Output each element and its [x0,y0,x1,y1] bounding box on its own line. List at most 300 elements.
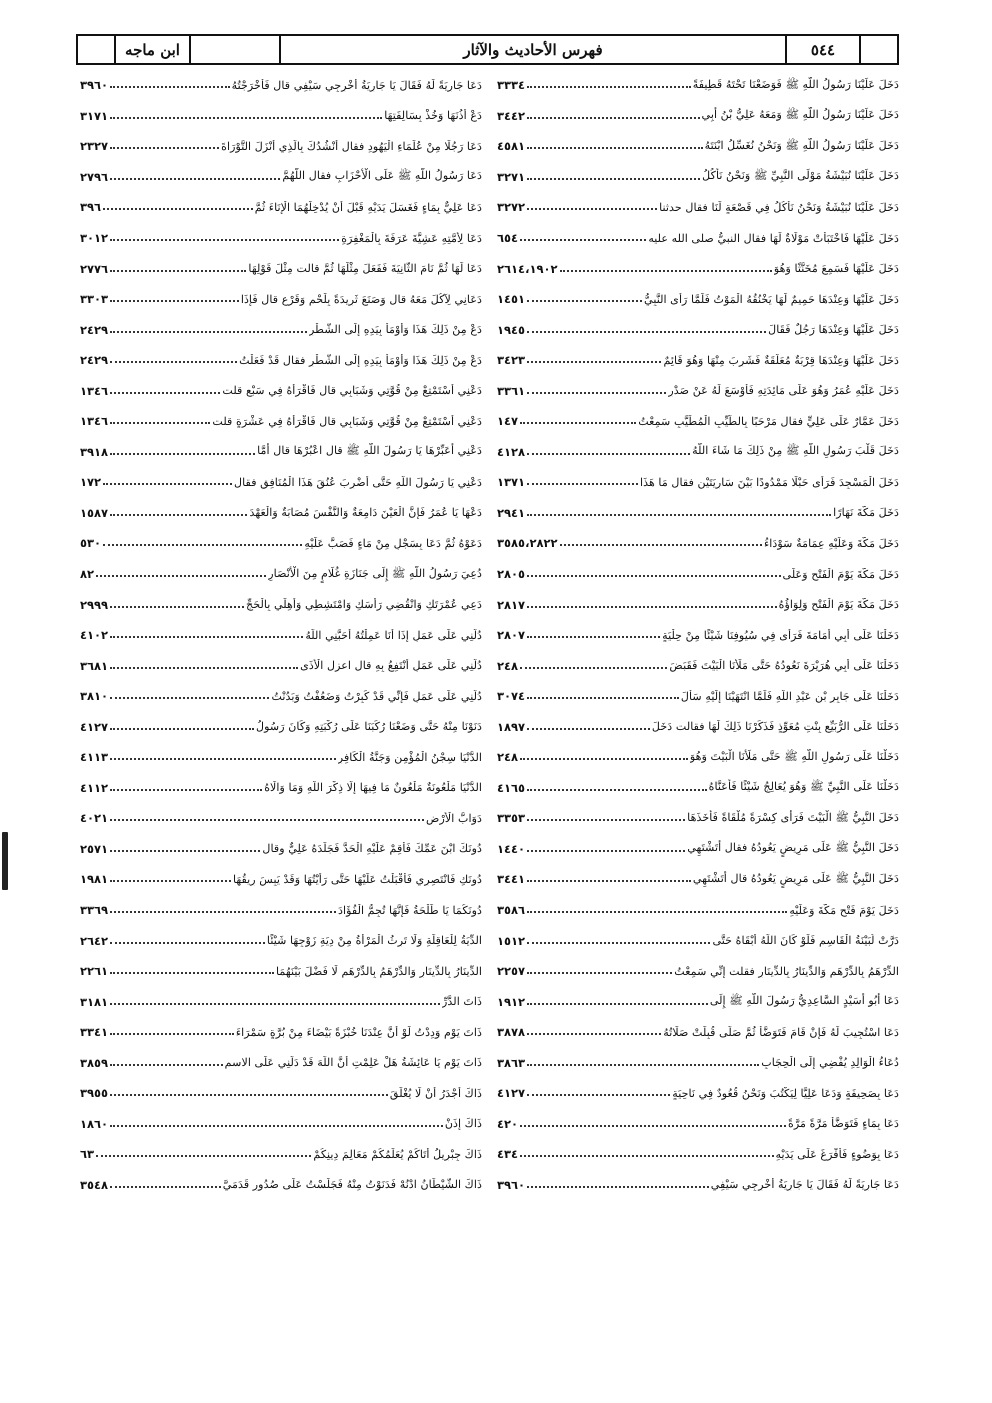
hadith-number: ٨٢ [80,567,95,582]
entry-text: دَخَلَ النَّبِيُّ ﷺ عَلَى مَرِيضٍ يَعُودُهُ فقال أَتَشْتَهِي [687,841,899,855]
hadith-number: ٤٥٨١ [497,139,526,154]
entry-text: دَعْنِي يَا رَسُولَ اللَّهِ حَتَّى أَضْرِبَ عُنُقَ هَذَا الْمُنَافِقِ فقال [234,475,482,489]
entry-text: ذَاتَ يَوْمٍ وَدِدْتُ لَوْ أَنَّ عِنْدَنَا خُبْزَةً بَيْضَاءَ مِنْ بُرَّةٍ سَمْرَاءَ [235,1025,482,1039]
hadith-number: ١٧٢ [80,475,102,490]
hadith-number: ٢٤٨ [497,750,519,765]
hadith-number: ٥٣٠ [80,536,102,551]
index-entry [497,620,899,651]
entry-text: دَعَا اسْتُجِيبَ لَهُ فَإِنْ قَامَ فَتَوَضَّأَ ثُمَّ صَلَّى قُبِلَتْ صَلَاتُهُ [663,1025,899,1039]
entry-text: دَعْ أُذُنَهَا وَخُذْ بِسَالِفَتِهَا [384,109,482,123]
hadith-number: ٣٣٤١ [80,1025,109,1040]
entry-text: ذَاتَ يَوْمٍ يَا عَائِشَةُ هَلْ عَلِمْتِ أَنَّ اللَّهَ قَدْ دَلَّنِي عَلَى الاسم [224,1056,482,1070]
dot-leader [110,109,382,119]
index-entry [497,406,899,437]
dot-leader [110,139,219,149]
entry-text: دَعَا بِوَضُوءٍ فَأَفْرَغَ عَلَى يَدَيْهِ [775,1147,899,1161]
hadith-number: ٤٢٠ [497,1116,519,1131]
entry-text: دَعَا لِأُمَّتِهِ عَشِيَّةَ عَرَفَةَ بِالْمَغْفِرَةِ [341,231,482,245]
hadith-number: ٣٤٢٣ [497,353,526,368]
dot-leader [520,750,688,760]
index-entry [80,467,482,498]
hadith-number: ٣٨٧٨ [497,1025,526,1040]
dot-leader [520,659,667,669]
index-entry [497,1048,899,1079]
dot-leader [527,475,638,485]
dot-leader [110,781,262,791]
dot-leader [527,506,831,516]
header-blank-mid-left [191,36,281,63]
dot-leader [560,536,763,546]
dot-leader [527,384,666,394]
hadith-number: ٣٢٧٢ [497,200,526,215]
entry-text: دَخَلَ عَلَيْنَا رَسُولُ اللَّهِ ﷺ فَوَضَعْنَا تَحْتَهُ قَطِيفَةً [692,77,899,91]
index-entry [80,925,482,956]
dot-leader [110,292,239,302]
index-entry [80,834,482,865]
hadith-number: ٢٤٨ [497,658,519,673]
dot-leader [110,995,440,1005]
entry-text: دَخَلَ يَوْمَ فَتْحِ مَكَّةَ وَعَلَيْهِ [789,903,899,917]
dot-leader [527,964,672,974]
entry-text: دَخَلَ مَكَّةَ وَعَلَيْهِ عِمَامَةٌ سَوْدَاءُ [764,536,899,550]
dot-leader [110,1117,443,1127]
dot-leader [527,811,685,821]
index-entry [80,742,482,773]
index-entry [497,345,899,376]
hadith-number: ٤١٢٨ [497,444,526,459]
hadith-number: ٣٥٤٨ [80,1177,109,1192]
dot-leader [527,781,707,791]
entry-text: دَرَّتْ لُبَيْنَةُ الْقَاسِمِ فَلَوْ كَانَ اللَّهُ أَبْقَاهُ حَتَّى [712,934,899,948]
index-entry [497,773,899,804]
dot-leader [110,1025,234,1035]
hadith-number: ٣٨٥٩ [80,1055,109,1070]
hadith-number: ٣٣٥٣ [497,811,526,826]
entry-text: الدُّنْيَا سِجْنُ الْمُؤْمِنِ وَجَنَّةُ الْكَافِرِ [337,750,482,764]
entry-text: دَخَلَ عَلَيْهَا فَسَمِعَ مُخَنَّثًا وَهُوَ [773,262,899,276]
hadith-number: ١٤٤٠ [497,841,526,856]
dot-leader [527,1056,759,1066]
index-entry [80,253,482,284]
entry-text: دَخَلَ عَلَيْنَا نُبَيْشَةُ مَوْلَى النَّبِيِّ ﷺ وَنَحْنُ نَأْكُلُ [702,169,899,183]
index-entry [497,70,899,101]
index-entry [80,1017,482,1048]
hadith-number: ٣٤٤٢ [497,108,526,123]
hadith-number: ٣٩٦٠ [80,78,109,93]
index-entry [80,375,482,406]
dot-leader [527,78,691,88]
dot-leader [527,903,787,913]
hadith-number: ٤١٦٥ [497,780,526,795]
entry-text: دَخَلَ النَّبِيُّ ﷺ الْبَيْتَ فَرَأَى كِسْرَةً مُلْقَاةً فَأَخَذَهَا [687,810,899,824]
hadith-number: ٢٧٩٦ [80,169,109,184]
dot-leader [527,628,660,638]
hadith-number: ٤١٢٧ [497,1086,526,1101]
dot-leader [110,903,336,913]
index-entry [497,1017,899,1048]
dot-leader [110,720,254,730]
entry-text: ذَاكَ جِبْرِيلُ أَتَاكُمْ يُعَلِّمُكُمْ مَعَالِمَ دِينِكُمْ [313,1147,482,1161]
dot-leader [110,445,255,455]
entry-text: دَعَا لَهَا ثُمَّ نَامَ الثَّانِيَةَ فَفَعَلَ مِثْلَهَا ثُمَّ قالت مِثْلَ قَوْلِهَا [248,262,482,276]
index-entry [80,650,482,681]
entry-text: دَعَا بِصَحِيفَةٍ وَدَعَا عَلِيًّا لِيَكْتُبَ وَنَحْنُ قُعُودٌ فِي نَاحِيَةٍ [672,1086,899,1100]
hadith-number: ١٥٨٧ [80,505,109,520]
index-entry [497,895,899,926]
entry-text: دَعِي عُمْرَتَكِ وَانْقُضِي رَأْسَكِ وَامْتَشِطِي وَأَهِلِّي بِالْحَجِّ [246,598,482,612]
dot-leader [110,1086,388,1096]
index-entry [80,956,482,987]
hadith-number: ٢٧٧٦ [80,261,109,276]
dot-leader [520,1147,773,1157]
entry-text: دَعَا جَارِيَةً لَهُ فَقَالَ يَا جَارِيَةُ أَخْرِجِي سَيْفِي [710,1178,899,1192]
index-entry [80,437,482,468]
index-entry [80,864,482,895]
hadith-number: ١٩١٢ [497,994,526,1009]
hadith-number: ٢٢٦١ [80,964,109,979]
index-entry [497,467,899,498]
hadith-number: ٤١٠٢ [80,628,109,643]
hadith-number: ٣٣٦٩ [80,903,109,918]
index-entry [497,314,899,345]
dot-leader [110,811,424,821]
index-entry [497,956,899,987]
index-entry [497,253,899,284]
dot-leader [110,231,339,241]
dot-leader [527,292,642,302]
hadith-number: ١٥١٢ [497,933,526,948]
dot-leader [527,323,766,333]
index-entry [497,711,899,742]
dot-leader [520,231,646,241]
index-entry [80,345,482,376]
hadith-number: ٢٦١٤،١٩٠٢ [497,261,558,276]
index-entry [497,681,899,712]
hadith-number: ٣٥٨٦ [497,903,526,918]
dot-leader [110,353,237,363]
hadith-number: ٣٩٥٥ [80,1086,109,1101]
index-entry [497,284,899,315]
index-entry [497,1109,899,1140]
dot-leader [527,1086,670,1096]
hadith-number: ٢٩٤١ [497,505,526,520]
entry-text: ذَاتَ الدَّرِّ [442,995,482,1009]
index-entry [497,925,899,956]
hadith-number: ١٩٤٥ [497,322,526,337]
entry-text: دُونَكَ ابْنَ عَمِّكَ فَأَقِمْ عَلَيْهِ الْحَدَّ فَجَلَدَهُ عَلِيٌّ وقال [262,842,482,856]
dot-leader [560,262,772,272]
index-entry [80,620,482,651]
entry-text: دُونَكِ فَانْتَصِرِي فَأَقْبَلْتُ عَلَيْهَا حَتَّى رَأَيْتُهَا وَقَدْ يَبِسَ رِيقُهَا [232,872,482,886]
index-entry [497,986,899,1017]
entry-text: دُلَّنِي عَلَى عَمَلٍ أَنْتَفِعُ بِهِ قال اعزل الْأَذَى [300,659,482,673]
entry-text: دَعَا رَجُلًا مِنْ عُلَمَاءِ الْيَهُودِ فقال أَنْشُدُكَ بِالَّذِي أَنْزَلَ التَّوْرَاةَ [221,139,482,153]
entry-text: دَخَلَ عَلَيْهِ عُمَرُ وَهُوَ عَلَى مَائِدَتِهِ فَأَوْسَعَ لَهُ عَنْ صَدْرِ [668,384,899,398]
hadith-number: ٢٢٥٧ [497,964,526,979]
entry-text: دَعْ مِنْ ذَلِكَ هَذَا وَأَوْمَأَ بِيَدِهِ إِلَى الشَّطْرِ [309,323,482,337]
hadith-number: ٢٨١٧ [497,597,526,612]
index-entry [80,406,482,437]
entry-text: دَخَلَ مَكَّةَ نَهَارًا [833,506,899,520]
hadith-number: ٢٥٧١ [80,841,109,856]
index-entry [497,101,899,132]
dot-leader [527,1025,661,1035]
entry-text: دَعَا أَبُو أُسَيْدٍ السَّاعِدِيُّ رَسُولَ اللَّهِ ﷺ إِلَى [709,994,899,1008]
entry-text: دَعَا رَسُولُ اللَّهِ ﷺ عَلَى الْأَحْزَابِ فقال اللَّهُمَّ [282,169,482,183]
index-entry [497,742,899,773]
hadith-number: ٣٩١٨ [80,444,109,459]
index-entry [80,1170,482,1201]
hadith-number: ٣٣٣٤ [497,78,526,93]
hadith-number: ٤٣٤ [497,1147,519,1162]
index-entry [80,192,482,223]
hadith-number: ٣٠١٢ [80,231,109,245]
dot-leader [110,170,280,180]
hadith-number: ١٣٤٦ [80,414,109,429]
dot-leader [110,384,220,394]
hadith-number: ٢٦٤٢ [80,933,109,948]
hadith-number: ٢٩٩٩ [80,597,109,612]
dot-leader [110,750,336,760]
index-entry [497,131,899,162]
hadith-number: ٢٤٢٩ [80,353,109,368]
dot-leader [527,1178,709,1188]
hadith-number: ٤١٢٧ [80,719,109,734]
dot-leader [103,475,232,485]
dot-leader [527,139,703,149]
dot-leader [110,1178,221,1188]
entry-text: دَخَلَ عَلَيْهَا فَاخْتَبَأَتْ مَوْلَاةٌ لَهَا فقال النبيُّ صلى الله عليه [648,231,899,245]
entry-text: دَخَلَ عَلَيْهَا وَعِنْدَهَا رَجُلٌ فَقَالَ [768,323,899,337]
entry-text: دَعْ مِنْ ذَلِكَ هَذَا وَأَوْمَأَ بِيَدِهِ إِلَى الشَّطْرِ فقال قَدْ فَعَلْتُ [239,353,482,367]
index-entry [497,1170,899,1201]
entry-text: دَخَلَ عَلَيْنَا رَسُولُ اللَّهِ ﷺ وَنَحْنُ نُغَسِّلُ ابْنَتَهُ [704,138,899,152]
index-entry [80,131,482,162]
entry-text: دَخَلْنَا عَلَى النَّبِيِّ ﷺ وَهُوَ يُعَالِجُ شَيْئًا فَأَعَنَّاهُ [708,780,899,794]
hadith-number: ٣٤٤١ [497,872,526,887]
hadith-number: ١٩٨١ [80,872,109,887]
dot-leader [110,628,303,638]
right-index-column [497,70,899,1200]
entry-text: دَعَانِي لِآكُلَ مَعَهُ قال وَصَنَعَ ثَرِيدَةً بِلَحْمٍ وَقَرْعٍ قال فَإِذَا [240,292,482,306]
hadith-number: ٣٣٦١ [497,383,526,398]
entry-text: دَخَلْنَا عَلَى أَبِي هُرَيْرَةَ نَعُودُهُ حَتَّى مَلَأْنَا الْبَيْتَ فَقَبَضَ [669,659,899,673]
dot-leader [527,353,661,363]
entry-text: دَخَلَ الْمَسْجِدَ فَرَأَى حَبْلًا مَمْدُودًا بَيْنَ سَارِيَتَيْنِ فقال مَا هَذَا [639,475,899,489]
hadith-number: ٣٠٧٤ [497,689,526,704]
hadith-number: ٢٣٢٧ [80,139,109,154]
dot-leader [110,964,274,974]
index-entry [497,559,899,590]
index-entry [80,70,482,101]
entry-text: دَنَوْنَا مِنْهُ حَتَّى وَضَعْنَا رُكَبَنَا عَلَى رُكْبَتِهِ وَكَانَ رَسُولُ [255,720,482,734]
entry-text: دَعْهَا يَا عُمَرُ فَإِنَّ الْعَيْنَ دَامِعَةٌ وَالنَّفْسَ مُصَابَةٌ وَالْعَهْدَ [249,506,482,520]
entry-text: دُلَّنِي عَلَى عَمَلٍ فَإِنِّي قَدْ كَبِرْتُ وَضَعُفْتُ وَبَدُنْتُ [271,689,482,703]
dot-leader [527,109,699,119]
dot-leader [520,1117,786,1127]
index-entry [80,589,482,620]
left-index-column [80,70,482,1200]
dot-leader [527,200,657,210]
index-entry [497,1139,899,1170]
dot-leader [110,323,307,333]
hadith-number: ١٨٩٧ [497,719,526,734]
hadith-number: ٣١٧١ [80,108,109,123]
index-entry [80,559,482,590]
hadith-number: ٤١١٢ [80,780,109,795]
entry-text: دَخَلَ مَكَّةَ يَوْمَ الْفَتْحِ وَلِوَاؤُهُ [778,598,899,612]
entry-text: دَعَا جَارِيَةً لَهُ فَقَالَ يَا جَارِيَةُ أَخْرِجِي سَيْفِي قال فَأَخْرَجْتُهُ [231,78,482,92]
index-entry [497,162,899,193]
entry-text: دَخَلَ مَكَّةَ يَوْمَ الْفَتْحِ وَعَلَى [782,567,899,581]
header-blank-right [861,36,897,63]
dot-leader [103,200,253,210]
entry-text: دَخَلْنَا عَلَى جَابِرِ بْنِ عَبْدِ اللَّهِ فَلَمَّا انْتَهَيْنَا إِلَيْهِ سَأَلَ [680,689,899,703]
dot-leader [527,872,691,882]
index-entry [497,528,899,559]
index-entry [497,498,899,529]
book-name: ابن ماجه [116,36,191,63]
index-entry [497,375,899,406]
entry-text: دَوَابُّ الْأَرْضِ [426,811,482,825]
dot-leader [96,567,266,577]
entry-text: دَعَا عَلِيٌّ بِمَاءٍ فَغَسَلَ يَدَيْهِ قَبْلَ أَنْ يُدْخِلَهُمَا الْإِنَاءَ ثُمَّ [254,200,482,214]
header-blank-left [78,36,116,63]
index-entry [80,1048,482,1079]
index-entry [80,1109,482,1140]
entry-text: الدُّنْيَا مَلْعُونَةٌ مَلْعُونٌ مَا فِيهَا إِلَّا ذِكْرَ اللَّهِ وَمَا وَالَاهُ [264,781,482,795]
dot-leader [110,506,247,516]
dot-leader [527,170,700,180]
index-entry [497,437,899,468]
entry-text: دَخَلَ عَلَيْهَا وَعِنْدَهَا حَمِيمٌ لَهَا يَخْنُقُهُ الْمَوْتُ فَلَمَّا رَأَى النَّبِيُّ [644,292,899,306]
dot-leader [96,1147,311,1157]
dot-leader [110,659,298,669]
index-entry [80,1078,482,1109]
entry-text: دَخَلَ قَلْبَ رَسُولِ اللَّهِ ﷺ مِنْ ذَلِكَ مَا شَاءَ اللَّهُ [692,444,899,458]
index-entry [497,589,899,620]
index-entry [80,895,482,926]
entry-text: ذَاكَ أَجْدَرُ أَنْ لَا يُغْلَقَ [389,1086,482,1100]
index-entry [497,1078,899,1109]
dot-leader [110,1056,223,1066]
hadith-number: ٦٥٤ [497,231,519,245]
entry-text: دُونَكُمَا يَا طَلْحَةُ فَإِنَّهَا تُجِمُّ الْفُؤَادَ [338,903,482,917]
dot-leader [110,934,265,944]
index-entry [497,223,899,254]
dot-leader [527,689,679,699]
entry-text: دَخَلَ عَلَيْهَا وَعِنْدَهَا قِرْبَةٌ مُعَلَّقَةٌ فَشَرِبَ مِنْهَا وَهُوَ قَائِمٌ [663,353,899,367]
index-entry [80,162,482,193]
index-entry [80,1139,482,1170]
index-entry [80,681,482,712]
entry-text: دُعِيَ رَسُولُ اللَّهِ ﷺ إِلَى جَنَازَةِ غُلَامٍ مِنَ الْأَنْصَارِ [268,566,482,580]
index-entry [80,284,482,315]
hadith-number: ١٣٤٦ [80,383,109,398]
dot-leader [110,598,244,608]
hadith-number: ٢٨٠٥ [497,567,526,582]
dot-leader [527,598,777,608]
hadith-number: ٣١٨١ [80,994,109,1009]
dot-leader [110,689,269,699]
index-entry [497,864,899,895]
entry-text: الدِّرْهَمُ بِالدِّرْهَمِ وَالدِّينَارُ بِالدِّينَارِ فقلت إِنِّي سَمِعْتُ [674,964,899,978]
hadith-number: ٣٣٠٣ [80,292,109,307]
dot-leader [110,872,231,882]
index-entry [497,803,899,834]
entry-text: دَخَلَ عَلَيْنَا رَسُولُ اللَّهِ ﷺ وَمَعَهُ عَلِيُّ بْنُ أَبِي [701,108,899,122]
entry-text: الدِّيَةُ لِلْعَاقِلَةِ وَلَا تَرِثُ الْمَرْأَةُ مِنْ دِيَةِ زَوْجِهَا شَيْئًا [266,934,482,948]
hadith-number: ٣٩٦ [80,200,102,215]
dot-leader [527,567,780,577]
dot-leader [110,414,210,424]
hadith-number: ٢٤٢٩ [80,322,109,337]
dot-leader [527,842,685,852]
index-entry [80,101,482,132]
entry-text: دَعَا بِمَاءٍ فَتَوَضَّأَ مَرَّةً مَرَّةً [787,1117,899,1131]
entry-text: دَعْنِي أُعَبِّرْهَا يَا رَسُولَ اللَّهِ ﷺ قال اعْبُرْهَا قال أَمَّا [257,444,482,458]
hadith-number: ٣٢٧١ [497,169,526,184]
index-entry [80,223,482,254]
hadith-number: ٤١١٣ [80,750,109,765]
dot-leader [527,934,710,944]
entry-text: دَعْنِي أَسْتَمْتِعْ مِنْ قُوَّتِي وَشَبَابِي قال فَاقْرَأْهُ فِي عَشْرَةٍ قلت [212,414,482,428]
entry-text: دَخَلْنَا عَلَى رَسُولِ اللَّهِ ﷺ حَتَّى مَلَأْنَا الْبَيْتَ وَهُوَ [689,749,899,763]
dot-leader [527,445,690,455]
hadith-number: ٣٥٨٥،٢٨٢٢ [497,536,558,551]
index-entry [80,528,482,559]
hadith-number: ١٣٧١ [497,475,526,490]
index-entry [80,711,482,742]
dot-leader [527,720,650,730]
dot-leader [110,262,246,272]
index-entry [80,986,482,1017]
dot-leader [110,842,260,852]
dot-leader [110,78,230,88]
entry-text: دَعْنِي أَسْتَمْتِعْ مِنْ قُوَّتِي وَشَبَابِي قال فَاقْرَأْهُ فِي سَبْعٍ قلت [222,384,482,398]
entry-text: دُعَاءُ الْوَالِدِ يُفْضِي إِلَى الْحِجَابِ [761,1056,899,1070]
hadith-number: ٢٨٠٧ [497,628,526,643]
index-entry [80,803,482,834]
index-entry [80,314,482,345]
entry-text: دَخَلْنَا عَلَى الرُّبَيِّعِ بِنْتِ مُعَوِّذٍ فَذَكَرْنَا ذَلِكَ لَهَا فقالت دَخَلَ [651,720,899,734]
dot-leader [527,995,708,1005]
entry-text: دَعَوْهُ ثُمَّ دَعَا بِسَجْلٍ مِنْ مَاءٍ فَصَبَّ عَلَيْهِ [304,536,482,550]
entry-text: ذَاكَ الشَّيْطَانُ ادْنُهْ فَدَنَوْتُ مِنْهُ فَجَلَسْتُ عَلَى صُدُورِ قَدَمَيَّ [222,1178,482,1192]
page-number: ٥٤٤ [787,36,861,63]
hadith-number: ٦٣ [80,1147,95,1162]
hadith-number: ١٤٧ [497,414,519,429]
index-entry [497,650,899,681]
entry-text: ذَاكَ إِذَنْ [444,1117,482,1131]
hadith-number: ٣٨١٠ [80,689,109,704]
index-entry [497,192,899,223]
entry-text: دَخَلَ عَلَيْنَا نُبَيْشَةُ وَنَحْنُ نَأْكُلُ فِي قَصْعَةٍ لَنَا فقال حدثنا [659,200,899,214]
entry-text: الدِّينَارُ بِالدِّينَارِ وَالدِّرْهَمُ بِالدِّرْهَمِ لَا فَضْلَ بَيْنَهُمَا [275,964,482,978]
hadith-number: ٣٨٦٣ [497,1055,526,1070]
hadith-number: ٣٩٦٠ [497,1177,526,1192]
hadith-number: ١٨٦٠ [80,1116,109,1131]
entry-text: دَخَلَ النَّبِيُّ ﷺ عَلَى مَرِيضٍ يَعُودُهُ قال أَتَشْتَهِي [692,871,899,885]
hadith-number: ١٤٥١ [497,292,526,307]
entry-text: دَخَلَ عَمَّارٌ عَلَى عَلِيٍّ فقال مَرْحَبًا بِالطَّيِّبِ الْمُطَيَّبِ سَمِعْتُ [638,414,899,428]
hadith-number: ٤٠٢١ [80,811,109,826]
index-entry [497,834,899,865]
entry-text: دَخَلْنَا عَلَى أَبِي أُمَامَةَ فَرَأَى فِي سُيُوفِنَا شَيْئًا مِنْ حِلْيَةٍ [662,628,899,642]
dot-leader [520,414,636,424]
index-title: فهرس الأحاديث والآثار [281,36,787,63]
dot-leader [103,536,302,546]
